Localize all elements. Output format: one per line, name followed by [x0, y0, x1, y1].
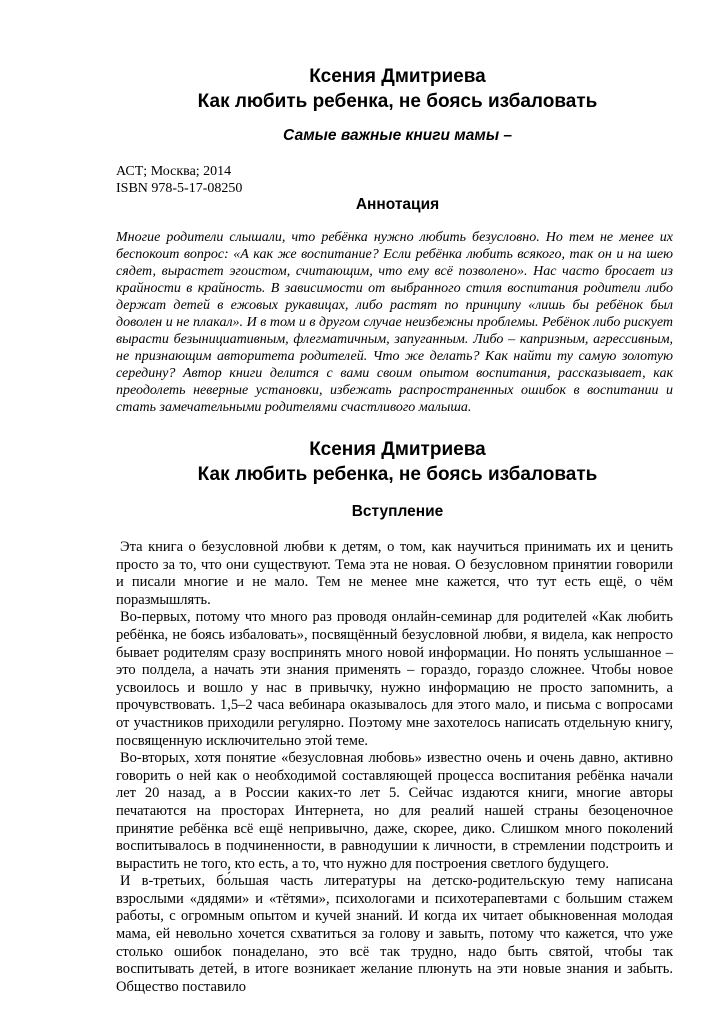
paragraph: Во-первых, потому что много раз проводя онлайн-семинар для родителей «Как любить ребёнка, не боясь избаловать», посвящённый безусловной любви, я видела, как непросто бывает родителям сразу воспринять много новой информации. Но понять услышанное – это полдела, а начать эти знания применять – гораздо, гораздо сложнее. Чтобы новое усвоилось и вошло у нас в привычку, нужно информацию не просто запомнить, а прочувствовать. 1,5–2 часа вебинара оказывалось для этого мало, и письма с вопросами от участников приходили регулярно. Поэтому мне захотелось написать отдельную книгу, посвященную исключительно этой теме. [116, 609, 673, 749]
paragraph: Эта книга о безусловной любви к детям, о том, как научиться принимать их и ценить просто за то, что они существуют. Тема эта не новая. О безусловном принятии говорили и писали многие и не мало. Тем не менее мне кажется, что тут есть ещё, о чём поразмышлять. [116, 539, 673, 608]
annotation-text: Многие родители слышали, что ребёнка нужно любить безусловно. Но тем не менее их беспокоит вопрос: «А как же воспитание? Если ребёнка любить всякого, так он и на шею сядет, вырастет эгоистом, считающим, что ему всё позволено». Нас часто бросает из крайности в крайность. В зависимости от выбранного стиля воспитания родители либо держат детей в ежовых рукавицах, либо растят по принципу «лишь бы ребёнок был доволен и не плакал». И в том и в другом случае неизбежны проблемы. Ребёнок либо рискует вырасти безынициативным, флегматичным, запуганным. Либо – капризным, агрессивным, не признающим авторитета родителей. Что же делать? Как найти ту самую золотую середину? Автор книги делится с вами своим опытом воспитания, рассказывает, как преодолеть неверные установки, избежать распространенных ошибок в воспитании и стать замечательными родителями счастливого малыша. [116, 230, 673, 415]
series-name: Самые важные книги мамы – [283, 127, 512, 144]
publisher-line: АСТ; Москва; 2014 [116, 164, 232, 179]
isbn-line: ISBN 978-5-17-08250 [116, 181, 243, 196]
author-name: Ксения Дмитриева [309, 66, 486, 87]
chapter-book-title: Как любить ребенка, не боясь избаловать [197, 464, 598, 485]
document-page [116, 64, 673, 996]
chapter-author-name: Ксения Дмитриева [309, 439, 486, 460]
introduction-body [116, 539, 673, 996]
chapter-title-block [122, 437, 673, 487]
book-title-block [122, 64, 673, 114]
paragraph: И в-третьих, бо́льшая часть литературы на детско-родительскую тему написана взрослыми «дядями» и «тётями», психологами и психотерапевтами с большим стажем работы, с огромным опытом и кучей знаний. И когда их читает обыкновенная молодая мама, ей невольно хочется схватиться за голову и завыть, потому что кажется, что уже столько ошибок понаделано, это всё так трудно, надо быть святой, чтобы так воспитывать детей, в итоге возникает желание плюнуть на эти новые знания и забыть. Общество поставило [116, 873, 673, 995]
publication-info [116, 163, 673, 197]
introduction-heading: Вступление [351, 503, 444, 520]
annotation-heading: Аннотация [355, 196, 440, 213]
paragraph: Во-вторых, хотя понятие «безусловная любовь» известно очень и очень давно, активно говорить о ней как о необходимой составляющей процесса воспитания ребёнка начали лет 20 назад, а в России каких-то лет 5. Сейчас издаются книги, многие авторы печатаются на просторах Интернета, но для реалий нашей страны безоценочное принятие ребёнка всё ещё непривычно, даже, скорее, дико. Слишком много поколений воспитывалось в подчиненности, в равнодушии к личности, в стремлении подстроить и вырастить не того, кто есть, а то, что нужно для построения светлого будущего. [116, 750, 673, 872]
book-title: Как любить ребенка, не боясь избаловать [197, 91, 598, 112]
